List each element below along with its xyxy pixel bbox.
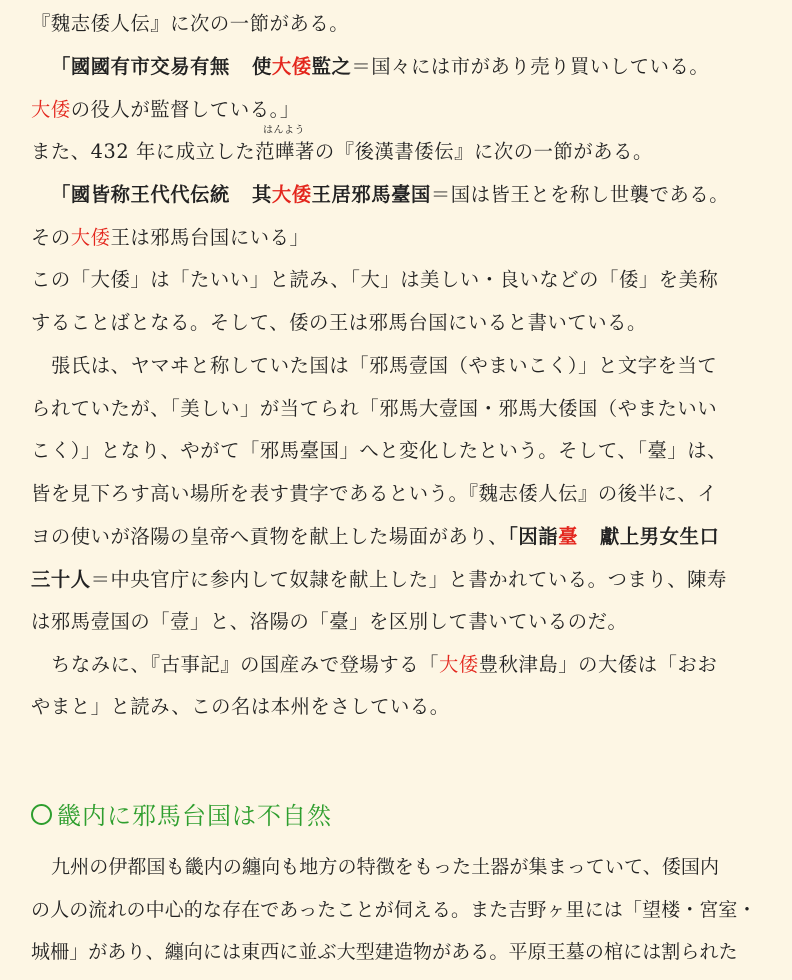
highlight-term: 大倭: [438, 653, 479, 676]
text: 張氏は、ヤマヰと称していた国は「邪馬壹国（やまいこく）」と文字を当て: [51, 354, 718, 377]
quote-line: [51, 185, 729, 204]
text-line: [31, 313, 647, 332]
text-line: [51, 858, 719, 877]
text: 『魏志倭人伝』に次の一節がある。: [31, 12, 350, 35]
text: 皆を見下ろす高い場所を表す貴字であるという。『魏志倭人伝』の後半に、イ: [31, 482, 718, 505]
text-line: [31, 270, 718, 289]
text-line: [31, 14, 349, 33]
kanbun-text: 使: [251, 55, 272, 78]
kanbun-text: 「因詣: [508, 525, 559, 548]
kanbun-text: 其: [251, 183, 272, 206]
text-line: [31, 570, 727, 589]
kanbun-text: 三十人: [31, 568, 91, 591]
text-line: [31, 142, 653, 161]
section-heading: [31, 804, 332, 828]
kanbun-text: 「國國有市交易有無: [51, 55, 230, 78]
highlight-term: 大倭: [31, 98, 71, 121]
text: ＝中央官庁に参内して奴隷を献上した」と書かれている。つまり、陳寿: [90, 568, 727, 591]
kanbun-text: 王居邪馬臺国: [311, 183, 431, 206]
section-heading-text: 畿内に邪馬台国は不自然: [57, 802, 332, 830]
text-line: [31, 527, 719, 546]
text-line: [31, 697, 450, 716]
text-line: [31, 484, 717, 503]
kanbun-text: 監之: [311, 55, 352, 78]
text: は邪馬壹国の「壹」と、洛陽の「臺」を区別して書いているのだ。: [31, 610, 628, 633]
quote-line: [51, 57, 709, 76]
text: ヨの使いが洛陽の皇帝へ貢物を献上した場面があり、: [31, 525, 509, 548]
text: の人の流れの中心的な存在であったことが伺える。また吉野ヶ里には「望楼・宮室・: [31, 899, 757, 921]
text-line: [31, 399, 717, 418]
kanbun-text: 「國皆称王代代伝統: [51, 183, 230, 206]
kanbun-text: 獻上男女生口: [600, 525, 720, 548]
text: 城柵」があり、纏向には東西に並ぶ大型建造物がある。平原王墓の棺には割られた: [31, 941, 738, 963]
text-line: [51, 655, 717, 674]
text: こく）」となり、やがて「邪馬臺国」へと変化したという。そして、「臺」は、: [31, 439, 728, 462]
highlight-term: 臺: [558, 525, 579, 548]
text: られていたが、「美しい」が当てられ「邪馬大壹国・邪馬大倭国（やまたいい: [31, 397, 718, 420]
circle-bullet-icon: [31, 804, 52, 825]
text: の役人が監督している。」: [70, 98, 300, 121]
text: 九州の伊都国も畿内の纏向も地方の特徴をもった土器が集まっていて、倭国内: [51, 856, 720, 878]
text-line: [31, 100, 300, 119]
highlight-term: 大倭: [271, 183, 312, 206]
text: することばとなる。そして、倭の王は邪馬台国にいると書いている。: [31, 311, 647, 334]
highlight-term: 大倭: [70, 226, 111, 249]
highlight-term: 大倭: [271, 55, 312, 78]
translation-text: ＝国は皆王とを称し世襲である。: [430, 183, 730, 206]
text: また、432 年に成立した范曄著の『後漢書倭伝』に次の一節がある。: [31, 140, 653, 163]
text: ちなみに、『古事記』の国産みで登場する「: [51, 653, 439, 676]
text-line: [31, 901, 757, 920]
text-line: [31, 612, 627, 631]
text-line: [31, 943, 738, 962]
text: この「大倭」は「たいい」と読み、「大」は美しい・良いなどの「倭」を美称: [31, 268, 719, 291]
text-line: [31, 228, 309, 247]
text: やまと」と読み、この名は本州をさしている。: [31, 695, 450, 718]
text: 豊秋津島」の大倭は「おお: [478, 653, 718, 676]
translation-text: ＝国々には市があり売り買いしている。: [351, 55, 710, 78]
text-line: [31, 441, 727, 460]
text: 王は邪馬台国にいる」: [110, 226, 310, 249]
text: その: [31, 226, 71, 249]
furigana: はんよう: [263, 125, 305, 136]
text-line: [51, 356, 717, 375]
